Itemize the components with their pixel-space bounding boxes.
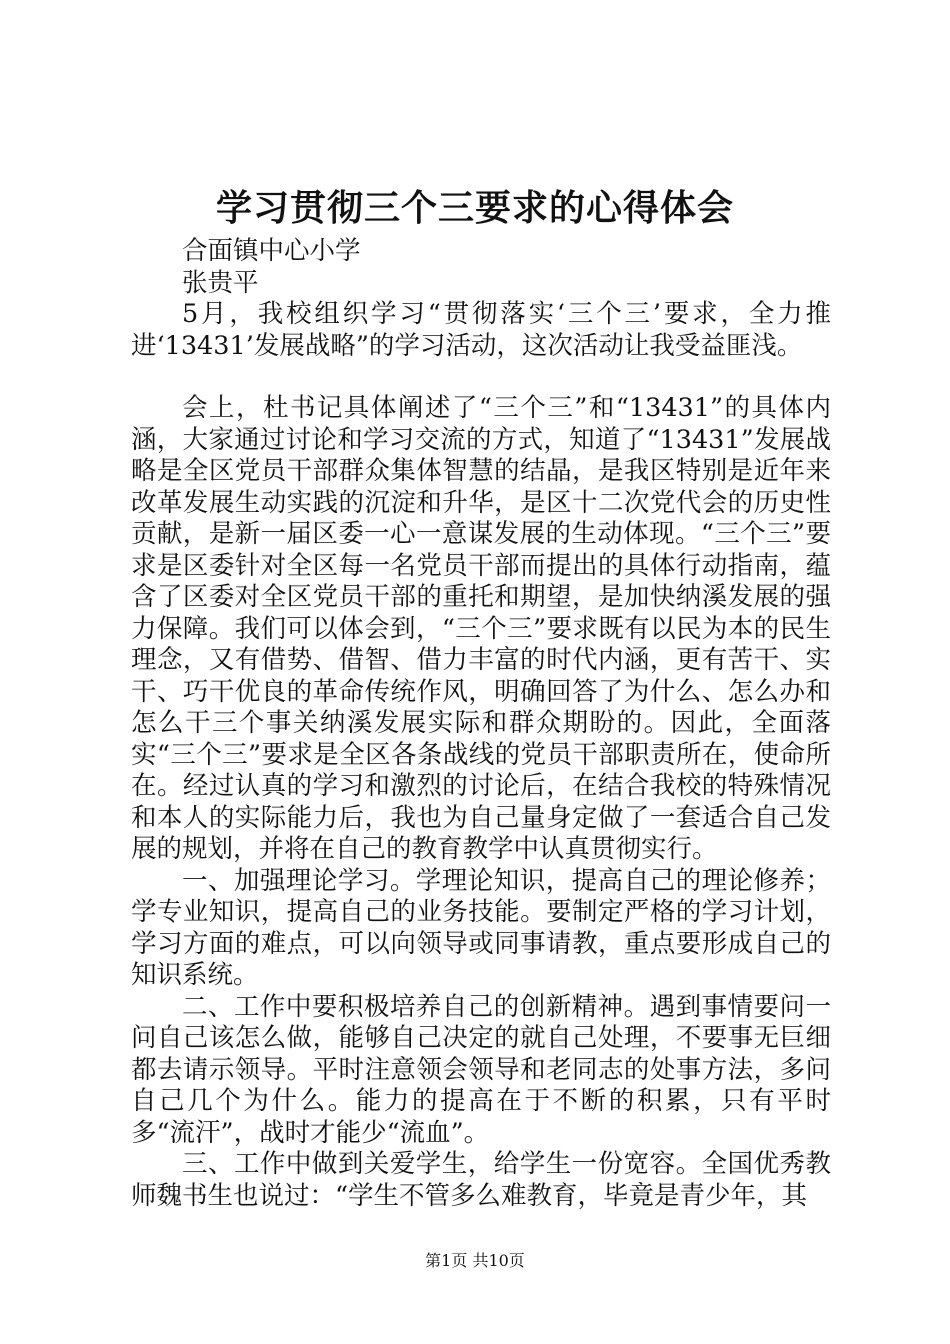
- document-body: [131, 236, 831, 1212]
- document-title: 学习贯彻三个三要求的心得体会: [215, 187, 734, 229]
- author-name: 张贵平: [182, 267, 259, 298]
- paragraph-point-1: 一、加强理论学习。学理论知识，提高自己的理论修养；学专业知识，提高自己的业务技能。要制定严格的学习计划，学习方面的难点，可以向领导或同事请教，重点要形成自己的知识系统。: [131, 865, 831, 990]
- paragraph-point-3: 三、工作中做到关爱学生，给学生一份宽容。全国优秀教师魏书生也说过：“学生不管多么难教育，毕竟是青少年，其: [131, 1149, 831, 1211]
- paragraph-meeting: 会上，杜书记具体阐述了“三个三”和“13431”的具体内涵，大家通过讨论和学习交流的方式，知道了“13431”发展战略是全区党员干部群众集体智慧的结晶，是我区特别是近年来改革发展生动实践的沉淀和升华，是区十二次党代会的历史性贡献，是新一届区委一心一意谋发展的生动体现。“三个三”要求是区委针对全区每一名党员干部而提出的具体行动指南，蕴含了区委对全区党员干部的重托和期望，是加快纳溪发展的强力保障。我们可以体会到，“三个三”要求既有以民为本的民生理念，又有借势、借智、借力丰富的时代内涵，更有苦干、实干、巧干优良的革命传统作风，明确回答了为什么、怎么办和怎么干三个事关纳溪发展实际和群众期盼的。因此，全面落实“三个三”要求是全区各条战线的党员干部职责所在，使命所在。经过认真的学习和激烈的讨论后，在结合我校的特殊情况和本人的实际能力后，我也为自己量身定做了一套适合自己发展的规划，并将在自己的教育教学中认真贯彻实行。: [131, 393, 831, 864]
- page-number-footer: 第1页 共10页: [425, 1251, 525, 1270]
- paragraph-point-2: 二、工作中要积极培养自己的创新精神。遇到事情要问一问自己该怎么做，能够自己决定的就自己处理，不要事无巨细都去请示领导。平时注意领会领导和老同志的处事方法，多问自己几个为什么。能力的提高在于不断的积累，只有平时多“流汗”，战时才能少“流血”。: [131, 991, 831, 1148]
- paragraph-intro: 5月，我校组织学习“贯彻落实‘三个三’要求，全力推进‘13431’发展战略”的学习活动，这次活动让我受益匪浅。: [131, 299, 831, 361]
- school-name: 合面镇中心小学: [182, 236, 361, 266]
